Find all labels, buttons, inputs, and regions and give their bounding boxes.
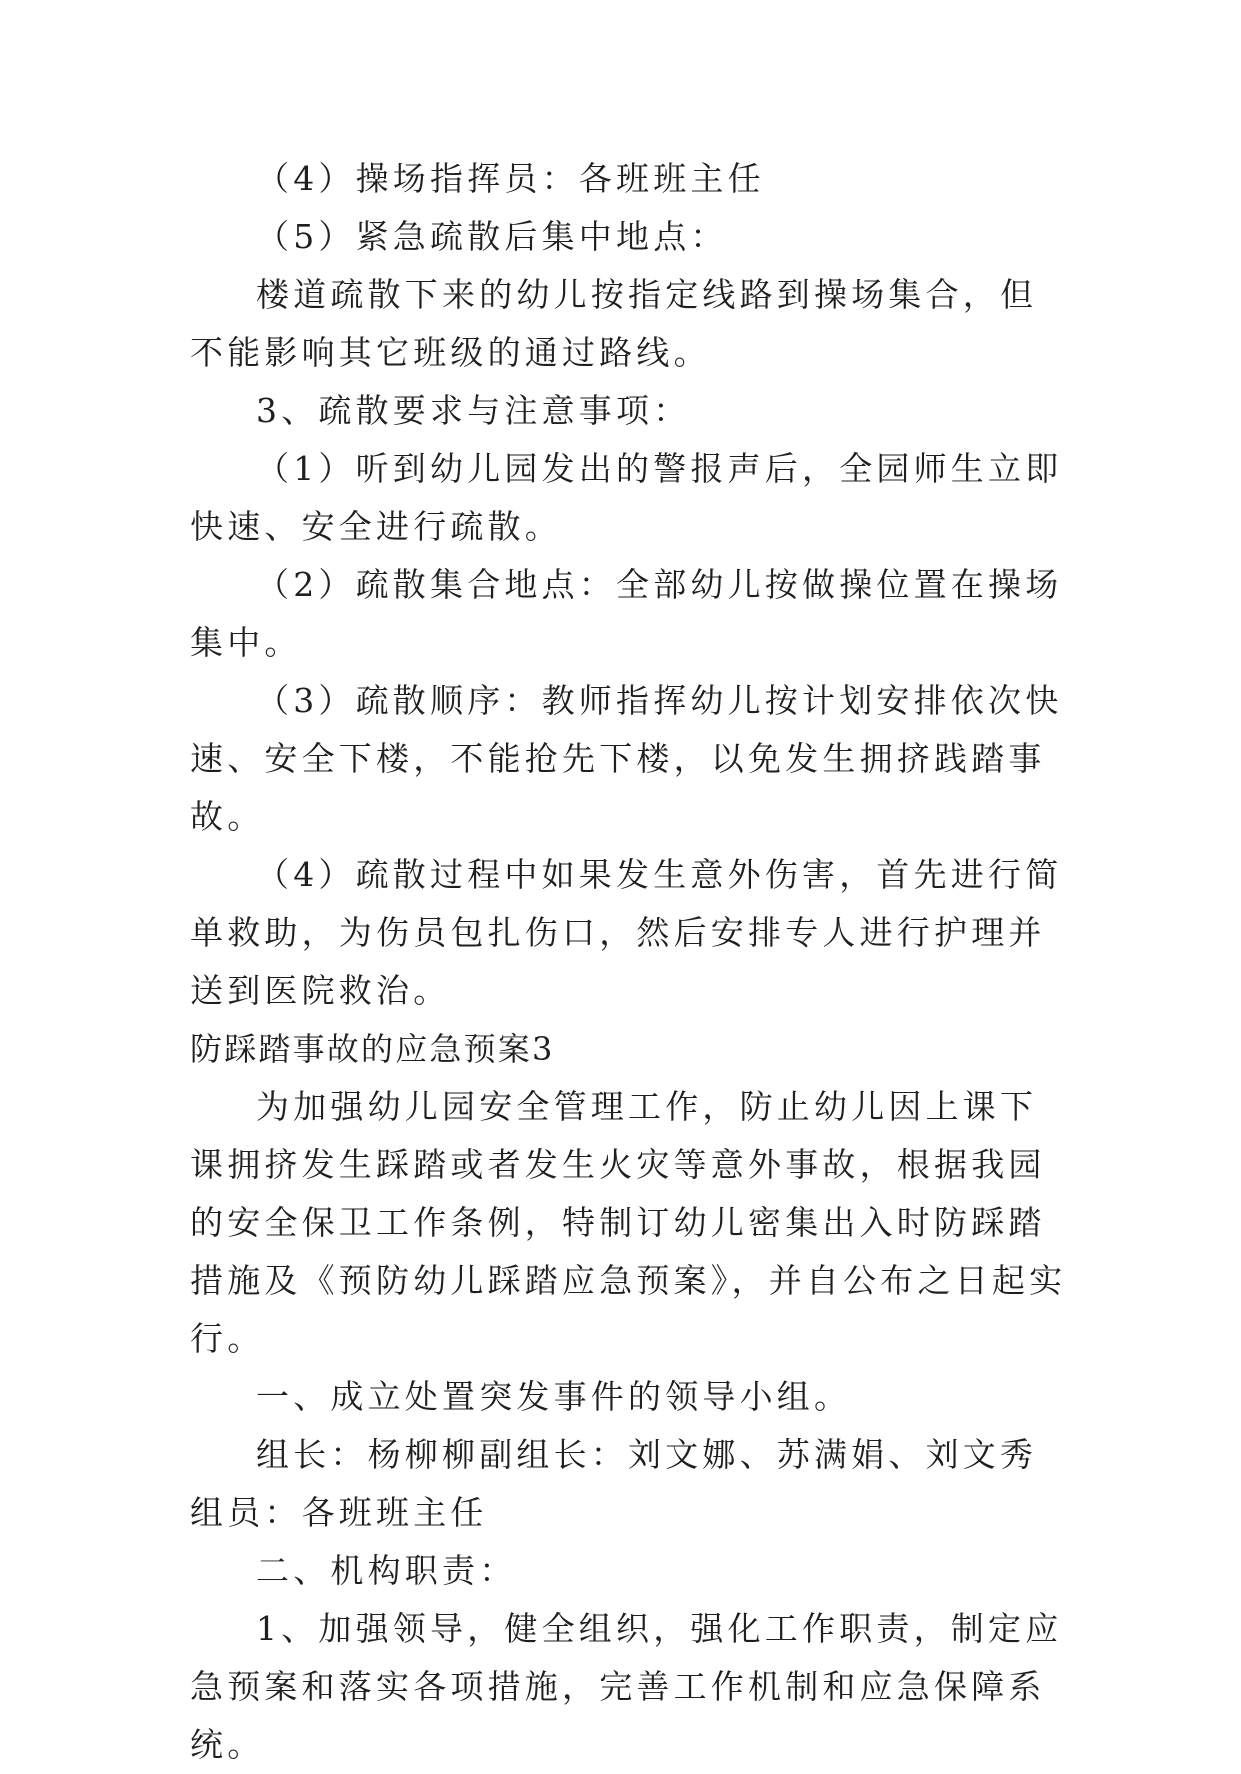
paragraph-strengthen-leadership: 1、加强领导，健全组织，强化工作职责，制定应急预案和落实各项措施，完善工作机制和应急保障系统。	[190, 1609, 1063, 1764]
document-body	[190, 150, 1070, 1774]
paragraph-leadership-group: 一、成立处置突发事件的领导小组。	[256, 1377, 852, 1416]
paragraph-members: 组长：杨柳柳副组长：刘文娜、苏满娟、刘文秀组员：各班班主任	[190, 1435, 1038, 1532]
paragraph-evacuation-order: （3）疏散顺序：教师指挥幼儿按计划安排依次快速、安全下楼，不能抢先下楼，以免发生拥挤践踏事故。	[190, 681, 1063, 836]
paragraph-duties-title: 二、机构职责：	[256, 1551, 517, 1590]
paragraph-gathering-location: （2）疏散集合地点：全部幼儿按做操位置在操场集中。	[190, 565, 1063, 662]
paragraph-assembly-point: （5）紧急疏散后集中地点：	[256, 217, 728, 256]
paragraph-purpose: 为加强幼儿园安全管理工作，防止幼儿因上课下课拥挤发生踩踏或者发生火灾等意外事故，根据我园的安全保卫工作条例，特制订幼儿密集出入时防踩踏措施及《预防幼儿踩踏应急预案》，并自公布之日起实行。	[190, 1087, 1067, 1358]
paragraph-alarm: （1）听到幼儿园发出的警报声后，全园师生立即快速、安全进行疏散。	[190, 449, 1063, 546]
section-heading: 防踩踏事故的应急预案3	[190, 1030, 555, 1068]
paragraph-playground-commander: （4）操场指挥员：各班班主任	[256, 159, 765, 198]
paragraph-requirements-title: 3、疏散要求与注意事项：	[256, 391, 691, 430]
paragraph-stairway-evacuation: 楼道疏散下来的幼儿按指定线路到操场集合，但不能影响其它班级的通过路线。	[190, 275, 1038, 372]
paragraph-injury-handling: （4）疏散过程中如果发生意外伤害，首先进行简单救助，为伤员包扎伤口，然后安排专人进行护理并送到医院救治。	[190, 855, 1063, 1010]
